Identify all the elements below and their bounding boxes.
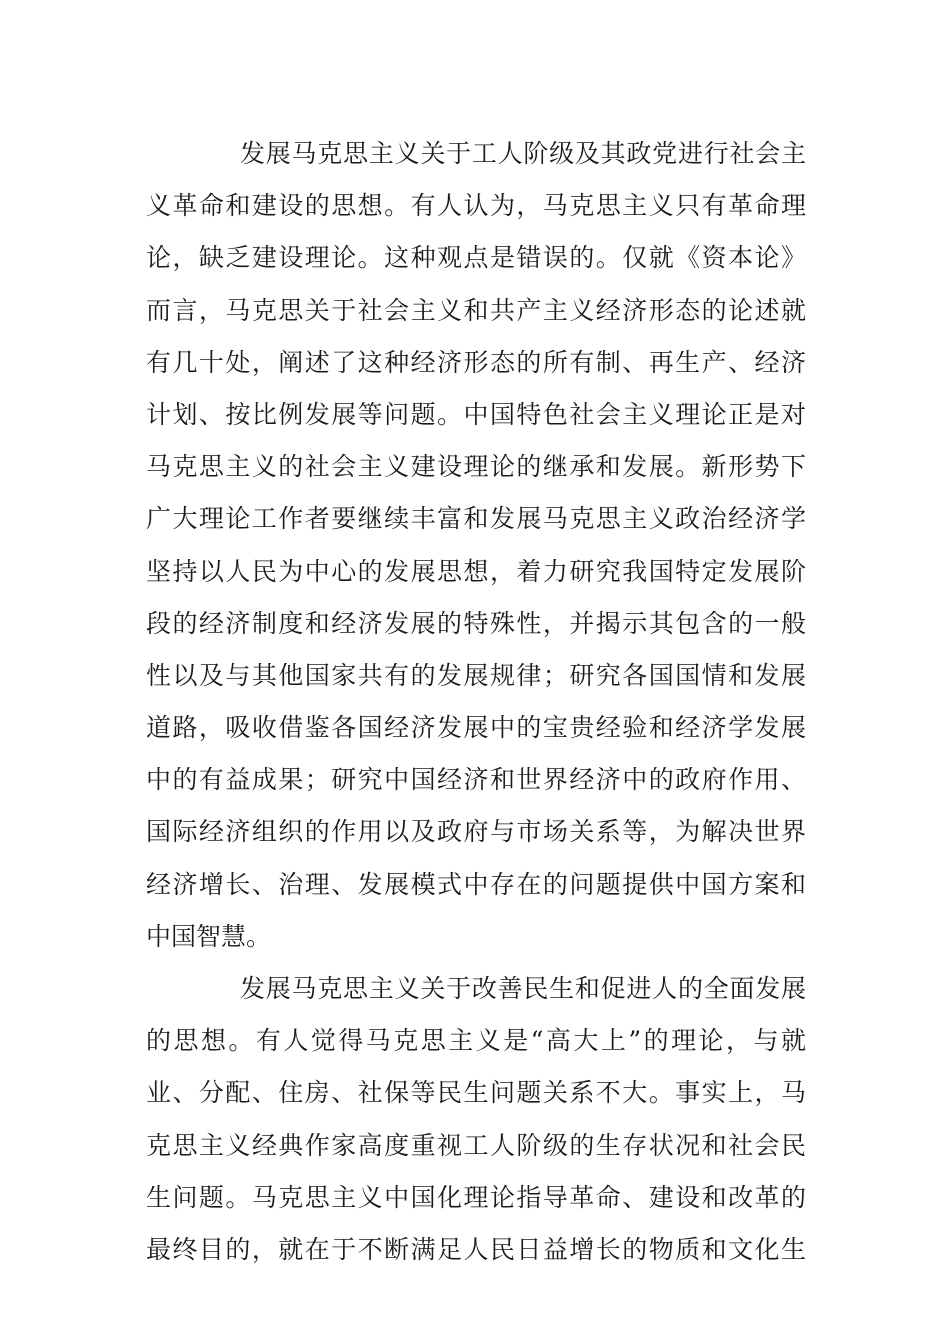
text-line: 发展马克思主义关于改善民生和促进人的全面发展 bbox=[240, 974, 806, 1003]
text-line: 最终目的，就在于不断满足人民日益增长的物质和文化生 bbox=[146, 1234, 806, 1264]
text-line: 国际经济组织的作用以及政府与市场关系等，为解决世界 bbox=[146, 817, 806, 847]
text-line: 业、分配、住房、社保等民生问题关系不大。事实上，马 bbox=[146, 1078, 806, 1108]
text-line: 发展马克思主义关于工人阶级及其政党进行社会主 bbox=[240, 139, 806, 168]
text-line: 而言，马克思关于社会主义和共产主义经济形态的论述就 bbox=[146, 295, 806, 325]
text-line: 道路，吸收借鉴各国经济发展中的宝贵经验和经济学发展 bbox=[146, 713, 806, 743]
text-line: 克思主义经典作家高度重视工人阶级的生存状况和社会民 bbox=[146, 1130, 806, 1160]
text-line: 生问题。马克思主义中国化理论指导革命、建设和改革的 bbox=[146, 1182, 806, 1212]
text-line: 有几十处，阐述了这种经济形态的所有制、再生产、经济 bbox=[146, 347, 806, 377]
text-line: 计划、按比例发展等问题。中国特色社会主义理论正是对 bbox=[146, 399, 806, 429]
text-line: 性以及与其他国家共有的发展规律；研究各国国情和发展 bbox=[146, 660, 806, 690]
text-line: 段的经济制度和经济发展的特殊性，并揭示其包含的一般 bbox=[146, 608, 806, 638]
text-line: 坚持以人民为中心的发展思想，着力研究我国特定发展阶 bbox=[146, 556, 806, 586]
paragraph-livelihood bbox=[146, 963, 806, 1276]
text-line: 论，缺乏建设理论。这种观点是错误的。仅就《资本论》 bbox=[146, 243, 806, 273]
text-line: 义革命和建设的思想。有人认为，马克思主义只有革命理 bbox=[146, 191, 806, 221]
document-body bbox=[146, 128, 806, 1276]
text-line: 经济增长、治理、发展模式中存在的问题提供中国方案和 bbox=[146, 869, 806, 899]
text-line: 的思想。有人觉得马克思主义是“高大上”的理论，与就 bbox=[146, 1026, 806, 1056]
text-line: 广大理论工作者要继续丰富和发展马克思主义政治经济学 bbox=[146, 504, 806, 534]
text-line: 中国智慧。 bbox=[146, 921, 272, 951]
text-line: 马克思主义的社会主义建设理论的继承和发展。新形势下 bbox=[146, 452, 806, 482]
paragraph-socialist-construction bbox=[146, 128, 806, 963]
text-line: 中的有益成果；研究中国经济和世界经济中的政府作用、 bbox=[146, 765, 806, 795]
